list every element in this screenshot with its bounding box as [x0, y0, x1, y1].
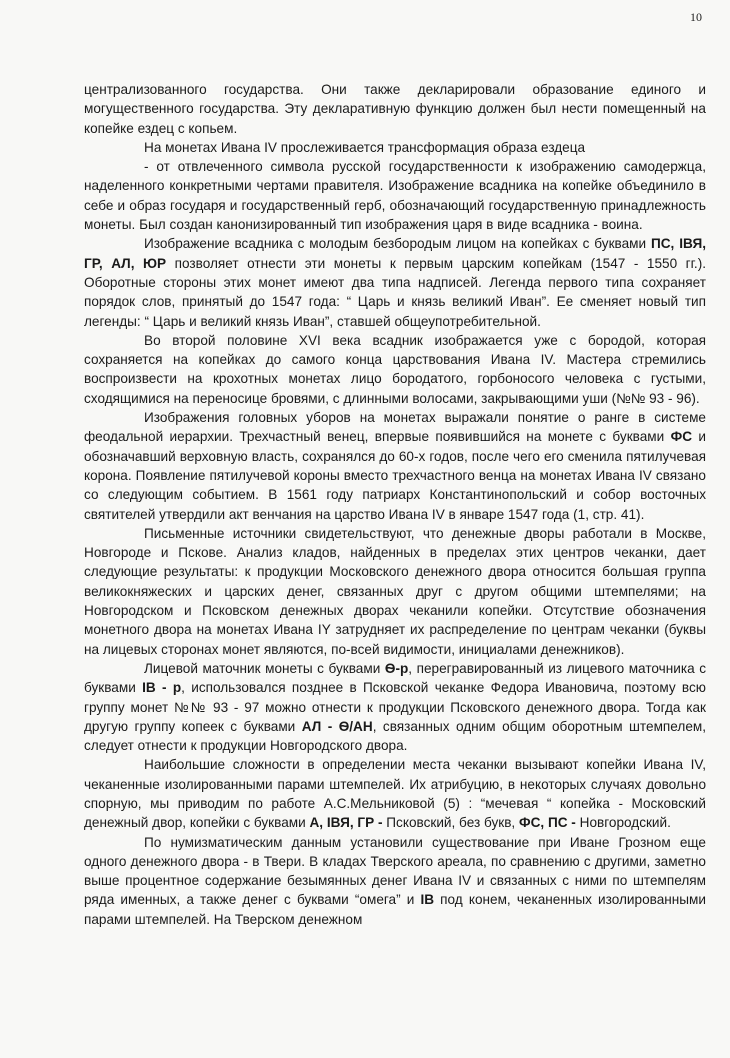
paragraph [84, 659, 706, 755]
text-run: Наибольшие сложности в определении места чеканки вызывают копейки Ивана IV, чеканенные изолированными парами штемпелей. Их атрибуцию, в некоторых случаях довольно спорную, мы приводим по работе А.С.Мельниковой (5) : “мечевая “ копейка - Московский денежный двор, копейки с буквами [84, 757, 706, 831]
paragraph [84, 234, 706, 330]
text-run: Новгородский. [575, 815, 671, 831]
text-run: Лицевой маточник монеты с буквами [144, 660, 385, 676]
paragraph [84, 833, 706, 929]
text-run: , использовался позднее в Псковской чеканке Федора Ивановича, поэтому всю группу монет №№ 93 - 97 можно отнести к продукции Псковского денежного двора. Тогда как другую группу копеек с буквами [84, 680, 706, 734]
text-run: и обозначавший верховную власть, сохранялся до 60-х годов, после чего его сменила пятилучевая корона. Появление пятилучевой короны вместо трехчастного венца на монетах Ивана IV связано со следующим событием. В 1561 году патриарх Константинопольский и собор восточных святителей утвердили акт венчания на царство Ивана IV в январе 1547 года (1, стр. 41). [84, 429, 706, 522]
text-run: , перегравированный из лицевого маточника с буквами [84, 660, 706, 696]
text-run: под конем, чеканенных изолированными парами штемпелей. На Тверском денежном [84, 892, 706, 927]
bold-text: ФС, ПС - [518, 815, 576, 831]
text-run: На монетах Ивана IV прослеживается трансформация образа ездеца [144, 139, 586, 155]
text-run: По нумизматическим данным установили существование при Иване Грозном еще одного денежного двора - в Твери. В кладах Тверского ареала, по сравнению с другими, заметно выше процентное содержание безымянных денег Ивана IV и связанных с ними по штемпелям ряда именных, а также денег с буквами “омега” и [84, 834, 706, 908]
document-body [84, 80, 706, 929]
bold-text: ПС, IВЯ, ГР, АЛ, ЮР [84, 236, 706, 271]
text-run: позволяет отнести эти монеты к первым царским копейкам (1547 - 1550 гг.). Оборотные стороны этих монет имеют два типа надписей. Легенда первого типа сохраняет порядок слов, принятый до 1547 года: “ Царь и князь великий Иван”. Ее сменяет новый тип легенды: “ Царь и великий князь Иван”, ставшей общеупотребительной. [84, 255, 707, 329]
text-run: - от отвлеченного символа русской государственности к изображению самодержца, наделенного конкретными чертами правителя. Изображение всадника на копейке объединило в себе и образ государя и государственный герб, обозначающий государственную принадлежность монеты. Был создан канонизированный тип изображения царя в виде всадника - воина. [84, 159, 706, 233]
text-run: централизованного государства. Они также декларировали образование единого и могущественного государства. Эту декларативную функцию должен был нести помещенный на копейке ездец с копьем. [84, 82, 706, 136]
paragraph [84, 138, 706, 157]
bold-text: Ѳ-р [384, 660, 409, 676]
bold-text: IВ [420, 892, 435, 908]
text-run: Письменные источники свидетельствуют, что денежные дворы работали в Москве, Новгороде и Пскове. Анализ кладов, найденных в пределах этих центров чеканки, дает следующие результаты: к продукции Московского денежного двора относится большая группа великокняжеских и царских денег, связанных друг с другом общими штемпелями; на Новгородском и Псковском денежных дворах чеканили копейки. Отсутствие обозначения монетного двора на монетах Ивана IY затрудняет их распределение по центрам чеканки (буквы на лицевых сторонах монет являются, по-всей видимости, инициалами денежников). [84, 525, 706, 657]
paragraph [84, 157, 706, 234]
bold-text: АЛ - Ѳ/АН [301, 718, 373, 734]
paragraph [84, 524, 706, 659]
bold-text: А, IВЯ, ГР - [309, 815, 383, 831]
paragraph [84, 755, 706, 832]
text-run: , связанных одним общим оборотным штемпелем, следует отнести к продукции Новгородского двора. [84, 718, 706, 754]
bold-text: IВ - р [142, 680, 182, 696]
text-run: Псковский, без букв, [382, 815, 519, 831]
text-run: Во второй половине XVI века всадник изображается уже с бородой, которая сохраняется на копейках до самого конца царствования Ивана IV. Мастера стремились воспроизвести на крохотных монетах лицо бородатого, горбоносого человека с густыми, сходящимися на переносице бровями, с длинными волосами, закрывающими уши (№№ 93 - 96). [84, 332, 706, 406]
text-run: Изображение всадника с молодым безбородым лицом на копейках с буквами [144, 236, 651, 252]
bold-text: ФС [670, 429, 693, 445]
paragraph [84, 331, 706, 408]
paragraph [84, 80, 706, 138]
paragraph [84, 408, 706, 524]
text-run: Изображения головных уборов на монетах выражали понятие о ранге в системе феодальной иерархии. Трехчастный венец, впервые появившийся на монете с буквами [84, 410, 706, 445]
page-number: 10 [690, 10, 702, 24]
